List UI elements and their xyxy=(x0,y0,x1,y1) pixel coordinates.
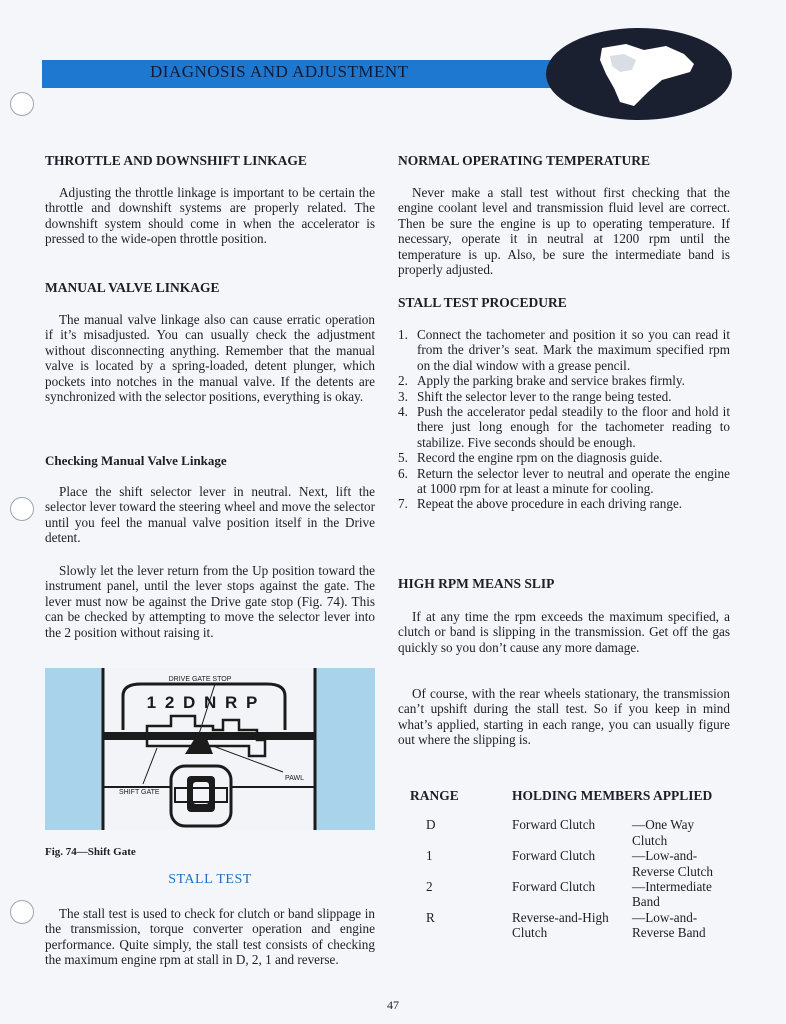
step-number: 6. xyxy=(398,465,408,481)
throttle-body: Adjusting the throttle linkage is important to be certain the throttle and downshift systems are properly related. The downshift system should come in when the accelerator is pressed to the wide-open throttle position. xyxy=(45,185,375,247)
transmission-emblem-icon xyxy=(544,26,734,122)
step-text: Repeat the above procedure in each driving range. xyxy=(417,496,683,512)
manual-valve-heading: MANUAL VALVE LINKAGE xyxy=(45,280,220,295)
step-number: 5. xyxy=(398,450,408,466)
gear-letters: 1 2 D N R P xyxy=(146,693,260,712)
step-number: 3. xyxy=(398,388,408,404)
member-cell: Forward Clutch xyxy=(512,848,596,864)
member-cell: —Intermediate Band xyxy=(632,879,712,910)
label-drive-gate-stop: DRIVE GATE STOP xyxy=(168,676,232,683)
checking-body-2: Slowly let the lever return from the Up position toward the instrument panel, until the lever stops against the gate. The lever must now be against the Drive gate stop (Fig. 74). This can be checked by attempting to move the selector lever into the 2 position without raising it. xyxy=(45,563,375,640)
page-number: 47 xyxy=(387,998,399,1012)
step-text: Connect the tachometer and position it so you can read it from the driver’s seat. Mark the maximum specified rpm on the dial window with a grease pencil. xyxy=(417,327,730,373)
member-cell: Forward Clutch xyxy=(512,817,596,833)
step-text: Apply the parking brake and service brakes firmly. xyxy=(417,373,685,389)
table-row xyxy=(410,879,726,910)
range-cell: D xyxy=(426,817,436,833)
page-title: DIAGNOSIS AND ADJUSTMENT xyxy=(150,62,409,81)
procedure-step xyxy=(398,450,730,465)
normal-temp-heading: NORMAL OPERATING TEMPERATURE xyxy=(398,153,651,168)
binder-hole-top xyxy=(10,92,34,116)
range-cell: R xyxy=(426,909,435,925)
col-header-members: HOLDING MEMBERS APPLIED xyxy=(512,788,713,803)
stall-test-heading: STALL TEST xyxy=(168,872,252,887)
col-header-range: RANGE xyxy=(410,788,459,803)
label-pawl: PAWL xyxy=(285,775,305,782)
normal-temp-body: Never make a stall test without first checking that the engine coolant level and transmission fluid level are correct. Then be sure the engine is up to operating temperature. If necessary, operate it in neutral at 1200 rpm until the temperature is up. Also, be sure the intermediate band is properly adjusted. xyxy=(398,185,730,278)
step-number: 7. xyxy=(398,496,408,512)
throttle-heading: THROTTLE AND DOWNSHIFT LINKAGE xyxy=(45,153,307,168)
checking-body-1: Place the shift selector lever in neutral. Next, lift the selector lever toward the steering wheel and move the selector until you feel the manual valve position itself in the Drive detent. xyxy=(45,484,375,546)
holding-members-table xyxy=(410,788,735,941)
table-header-row xyxy=(410,788,726,803)
figure-caption: Fig. 74—Shift Gate xyxy=(45,846,136,858)
step-text: Return the selector lever to neutral and operate the engine at 1000 rpm for at least a minute for cooling. xyxy=(417,465,730,497)
member-cell: —One Way Clutch xyxy=(632,817,695,848)
table-row xyxy=(410,817,726,848)
procedure-list xyxy=(398,327,730,512)
procedure-step xyxy=(398,327,730,373)
step-text: Shift the selector lever to the range being tested. xyxy=(417,388,672,404)
step-number: 2. xyxy=(398,373,408,389)
member-cell: Reverse-and-High Clutch xyxy=(512,909,609,941)
stall-test-body: The stall test is used to check for clutch or band slippage in the transmission, torque converter operation and engine performance. Quite simply, the stall test consists of checking the maximum engine rpm at stall in D, 2, 1 and reverse. xyxy=(45,906,375,968)
checking-heading: Checking Manual Valve Linkage xyxy=(45,453,227,468)
binder-hole-bottom xyxy=(10,900,34,924)
member-cell: —Low-and-Reverse Clutch xyxy=(632,848,713,879)
range-cell: 1 xyxy=(426,848,433,864)
step-number: 1. xyxy=(398,327,408,342)
binder-hole-middle xyxy=(10,497,34,521)
label-shift-gate: SHIFT GATE xyxy=(119,789,160,796)
shift-gate-figure xyxy=(45,668,375,830)
procedure-step xyxy=(398,373,730,388)
table-row xyxy=(410,848,726,879)
procedure-step xyxy=(398,466,730,497)
high-rpm-heading: HIGH RPM MEANS SLIP xyxy=(398,576,555,591)
step-text: Push the accelerator pedal steadily to the floor and hold it there just long enough for the tachometer reading to stabilize. Five seconds should be enough. xyxy=(417,404,730,450)
member-cell: —Low-and-Reverse Band xyxy=(632,909,706,941)
member-cell: Forward Clutch xyxy=(512,879,596,895)
step-text: Record the engine rpm on the diagnosis guide. xyxy=(417,450,663,466)
high-rpm-body-2: Of course, with the rear wheels stationary, the transmission can’t upshift during the stall test. So if you keep in mind what’s applied, starting in each range, you can usually figure out where the slipping is. xyxy=(398,686,730,748)
table-row xyxy=(410,910,726,941)
range-cell: 2 xyxy=(426,879,433,895)
procedure-heading: STALL TEST PROCEDURE xyxy=(398,295,567,310)
procedure-step xyxy=(398,389,730,404)
high-rpm-body-1: If at any time the rpm exceeds the maximum specified, a clutch or band is slipping in the transmission. Get off the gas quickly so you don’t cause any more damage. xyxy=(398,609,730,655)
procedure-step xyxy=(398,496,730,511)
procedure-step xyxy=(398,404,730,450)
step-number: 4. xyxy=(398,404,408,420)
manual-valve-body: The manual valve linkage also can cause erratic operation if it’s misadjusted. You can usually check the adjustment without disconnecting anything. Remember that the manual valve is located by a spring-loaded, detent plunger, which pockets into notches in the manual valve. If the detents are synchronized with the selector positions, everything is okay. xyxy=(45,312,375,405)
